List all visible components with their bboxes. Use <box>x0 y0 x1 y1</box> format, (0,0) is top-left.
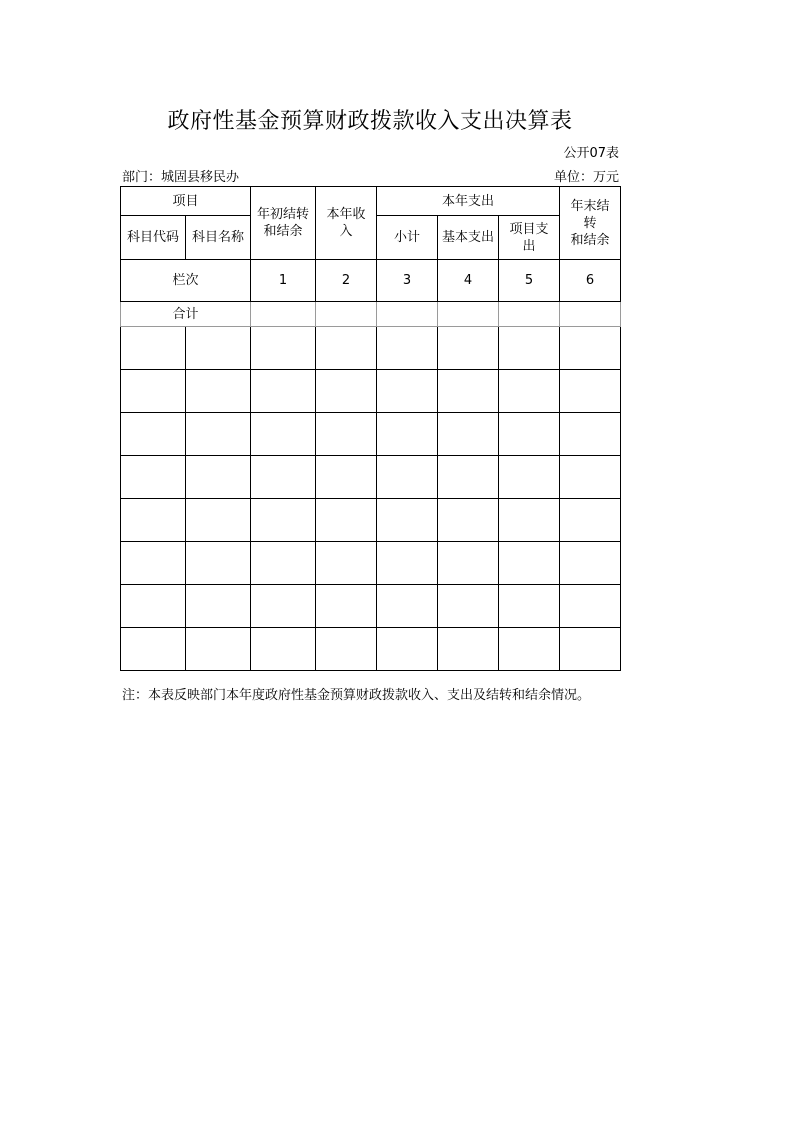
table-cell <box>186 628 251 671</box>
table-cell <box>499 327 560 370</box>
table-row <box>121 542 621 585</box>
table-cell <box>121 413 186 456</box>
table-cell <box>560 456 621 499</box>
table-row <box>121 327 621 370</box>
table-note: 注：本表反映部门本年度政府性基金预算财政拨款收入、支出及结转和结余情况。 <box>122 688 591 703</box>
header-opening-balance: 年初结转 和结余 <box>251 187 316 260</box>
column-index-cell: 1 <box>251 260 316 302</box>
table-cell <box>560 302 621 327</box>
budget-table <box>120 186 621 671</box>
table-cell <box>438 628 499 671</box>
table-cell <box>121 456 186 499</box>
header-project-expense: 项目支 出 <box>499 216 560 260</box>
table-cell <box>499 585 560 628</box>
table-cell <box>121 370 186 413</box>
table-cell <box>251 499 316 542</box>
table-cell <box>560 413 621 456</box>
table-cell <box>316 370 377 413</box>
table-cell <box>560 327 621 370</box>
table-cell <box>377 456 438 499</box>
table-cell <box>316 542 377 585</box>
table-cell <box>186 413 251 456</box>
table-cell <box>186 327 251 370</box>
table-cell <box>316 628 377 671</box>
table-cell <box>560 542 621 585</box>
header-subtotal: 小计 <box>377 216 438 260</box>
column-index-row <box>121 260 621 302</box>
table-cell <box>560 499 621 542</box>
column-index-cell: 2 <box>316 260 377 302</box>
table-cell <box>438 456 499 499</box>
table-cell <box>499 542 560 585</box>
table-cell <box>499 370 560 413</box>
table-cell <box>251 370 316 413</box>
table-row <box>121 499 621 542</box>
table-cell <box>186 456 251 499</box>
table-cell <box>438 302 499 327</box>
table-cell <box>251 327 316 370</box>
empty-rows <box>121 327 621 671</box>
unit-label: 单位：万元 <box>553 170 619 185</box>
header-item: 项目 <box>121 187 251 216</box>
header-subject-code: 科目代码 <box>121 216 186 260</box>
table-cell <box>121 585 186 628</box>
table-cell <box>251 456 316 499</box>
table-cell <box>377 499 438 542</box>
table-cell <box>377 413 438 456</box>
table-cell <box>377 302 438 327</box>
table-row <box>121 370 621 413</box>
table-cell <box>438 370 499 413</box>
table-row <box>121 628 621 671</box>
table-cell <box>186 370 251 413</box>
table-cell <box>438 585 499 628</box>
header-closing-balance: 年末结 转 和结余 <box>560 187 621 260</box>
table-row <box>121 585 621 628</box>
table-cell <box>499 628 560 671</box>
table-cell <box>316 585 377 628</box>
form-number: 公开07表 <box>563 146 619 161</box>
table-row <box>121 456 621 499</box>
page-title: 政府性基金预算财政拨款收入支出决算表 <box>167 109 573 134</box>
table-cell <box>438 542 499 585</box>
column-index-cell: 4 <box>438 260 499 302</box>
table-cell <box>377 585 438 628</box>
table-cell <box>560 628 621 671</box>
table-cell <box>316 413 377 456</box>
header-current-expense: 本年支出 <box>377 187 560 216</box>
table-cell <box>438 327 499 370</box>
table-cell <box>560 585 621 628</box>
table-cell <box>251 413 316 456</box>
table-cell <box>251 302 316 327</box>
table-cell <box>251 585 316 628</box>
table-cell <box>499 456 560 499</box>
table-cell <box>121 628 186 671</box>
table-cell <box>251 542 316 585</box>
column-index-label: 栏次 <box>121 260 251 302</box>
table-cell <box>377 370 438 413</box>
table-cell <box>251 628 316 671</box>
table-cell <box>121 542 186 585</box>
table-cell <box>438 499 499 542</box>
table-cell <box>186 542 251 585</box>
table-cell <box>316 456 377 499</box>
table-cell <box>377 327 438 370</box>
table-cell <box>316 499 377 542</box>
table-cell <box>316 302 377 327</box>
table-cell <box>121 327 186 370</box>
header-current-income: 本年收 入 <box>316 187 377 260</box>
table-cell <box>186 585 251 628</box>
column-index-cell: 6 <box>560 260 621 302</box>
table-cell <box>499 499 560 542</box>
header-subject-name: 科目名称 <box>186 216 251 260</box>
table-cell <box>121 499 186 542</box>
table-cell <box>377 542 438 585</box>
total-label: 合计 <box>121 302 251 327</box>
header-basic-expense: 基本支出 <box>438 216 499 260</box>
department-label: 部门：城固县移民办 <box>122 170 240 185</box>
table-cell <box>560 370 621 413</box>
column-index-cell: 5 <box>499 260 560 302</box>
table-cell <box>499 302 560 327</box>
total-row <box>121 302 621 327</box>
table-cell <box>438 413 499 456</box>
table-cell <box>377 628 438 671</box>
table-cell <box>499 413 560 456</box>
column-index-cell: 3 <box>377 260 438 302</box>
table-cell <box>316 327 377 370</box>
table-cell <box>186 499 251 542</box>
table-row <box>121 413 621 456</box>
